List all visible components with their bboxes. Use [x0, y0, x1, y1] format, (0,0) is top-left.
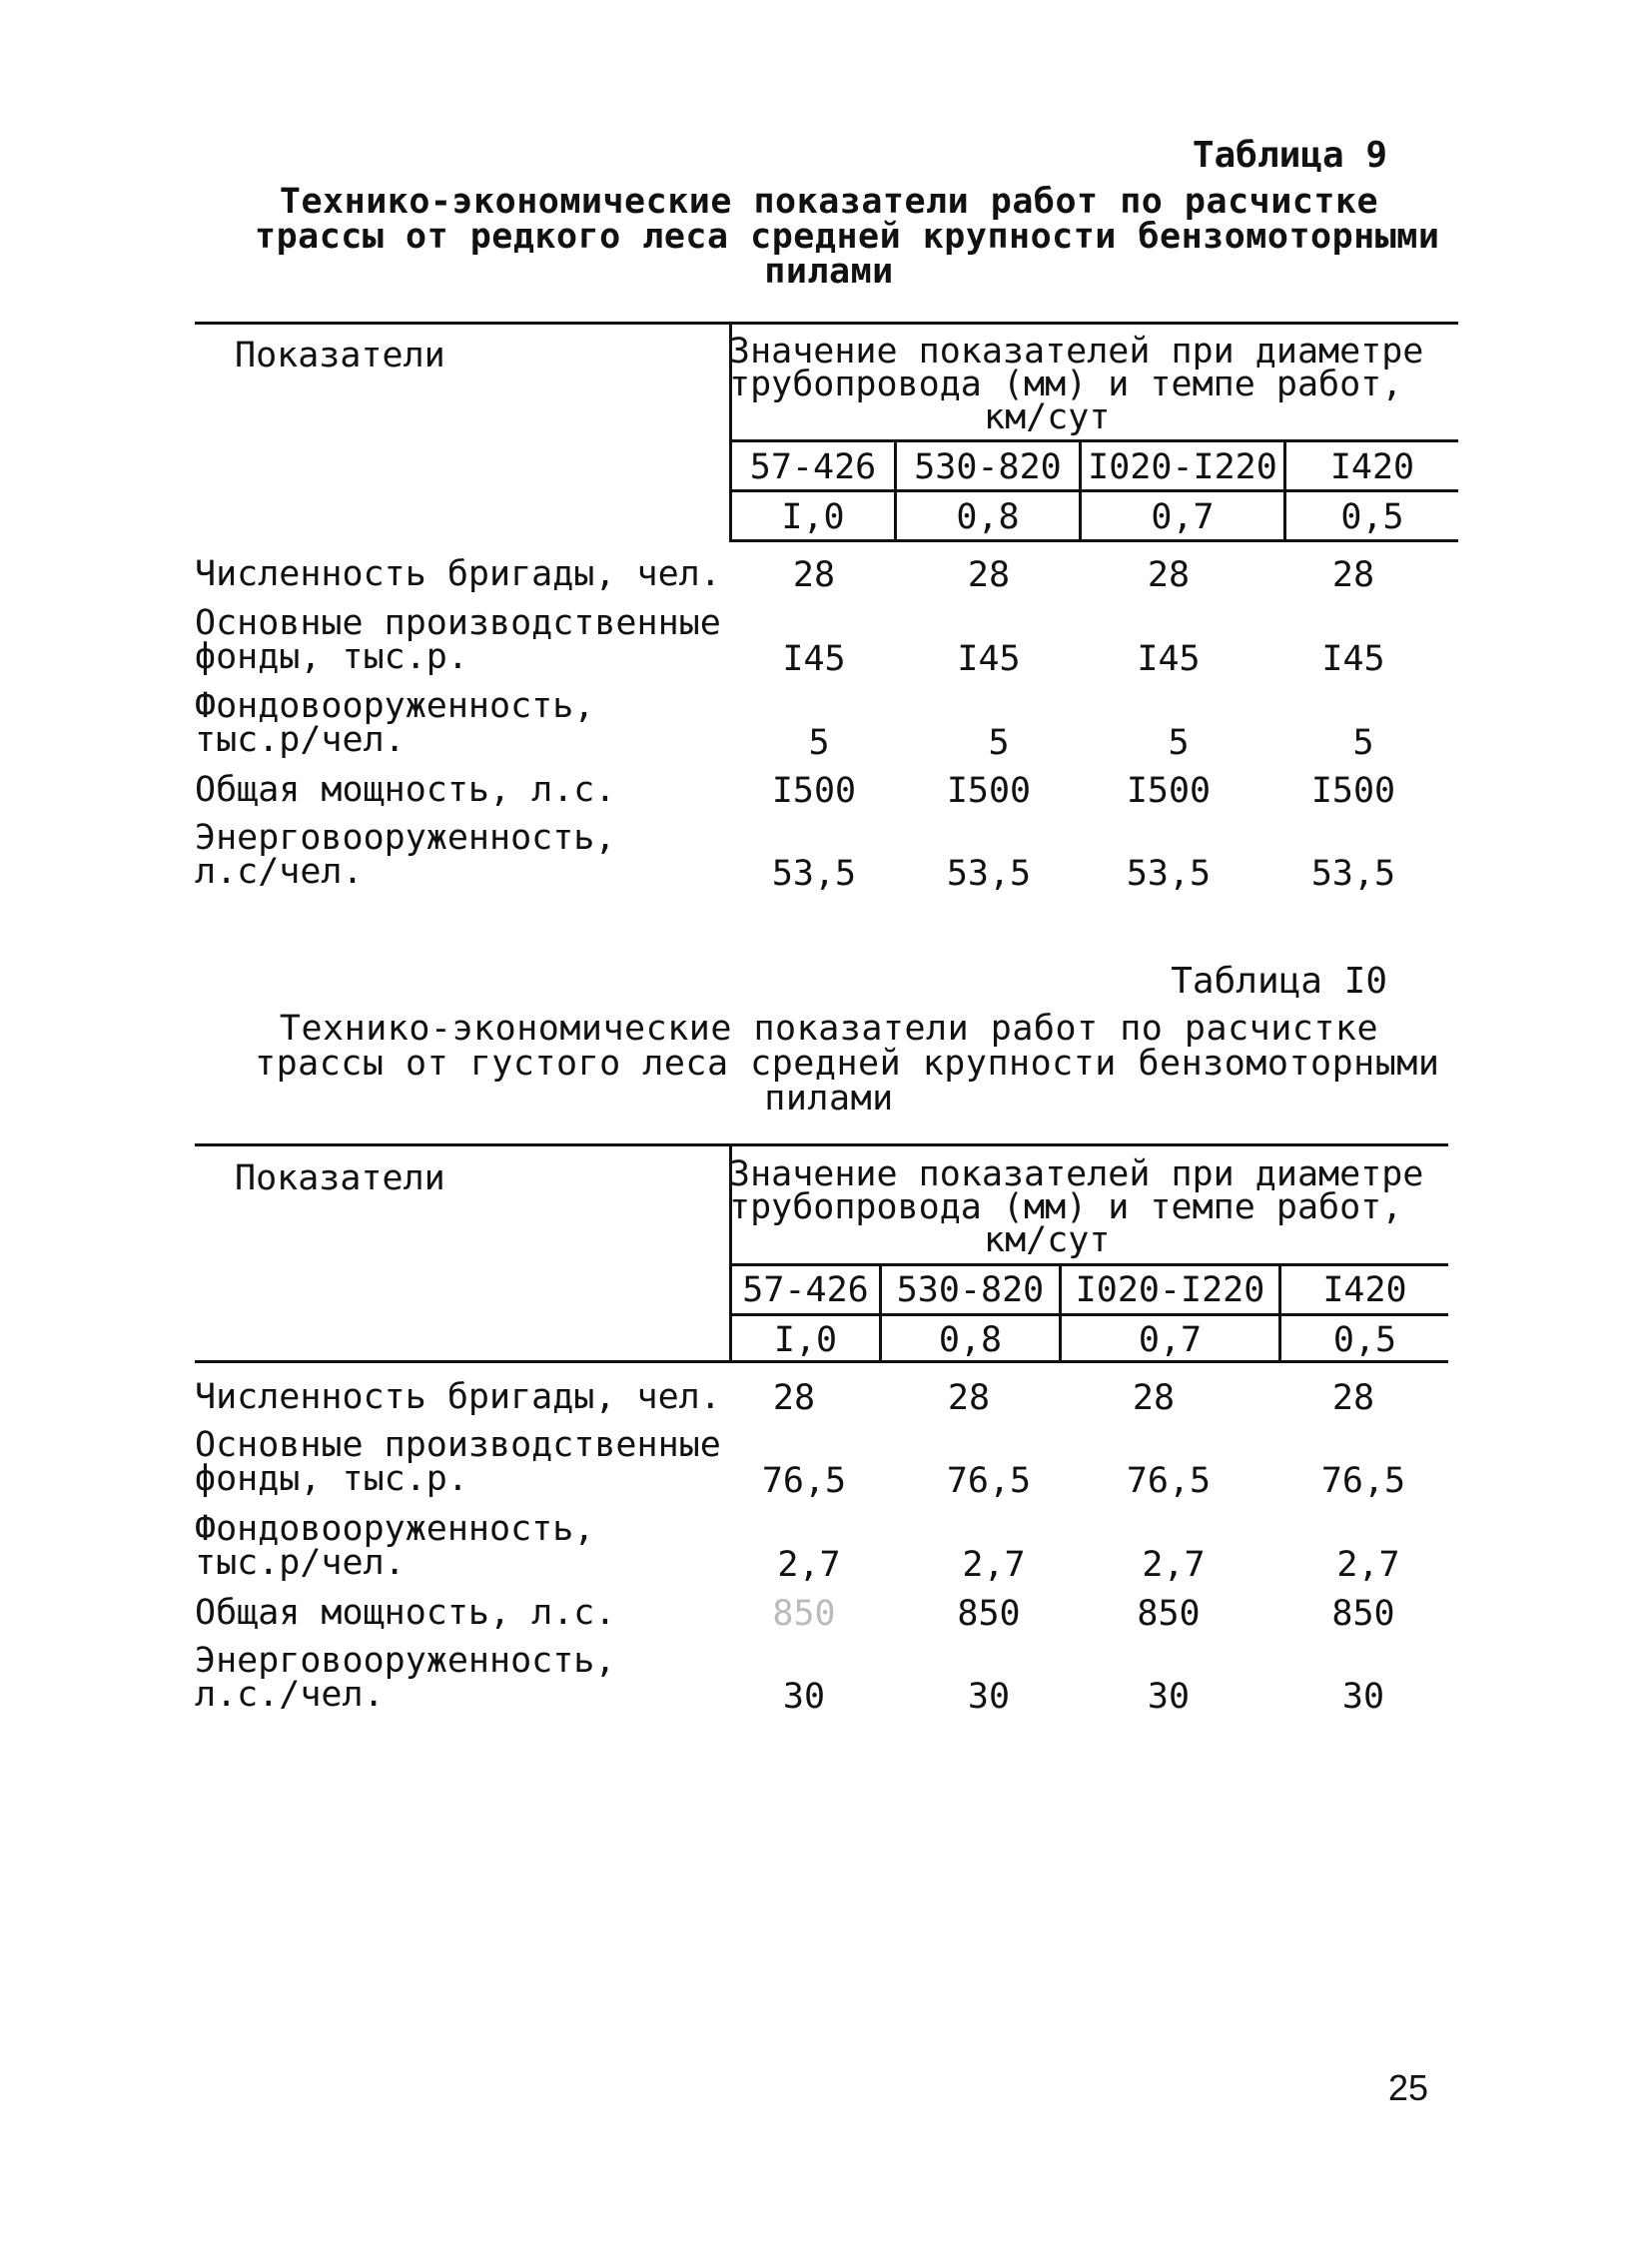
row-value: 53,5: [771, 854, 857, 894]
row-value: I500: [1310, 771, 1396, 811]
row-value: 28: [1147, 555, 1191, 595]
row-value: 28: [1331, 555, 1375, 595]
title-line: трассы от густого леса средней крупности бензомоторными: [255, 1044, 1440, 1084]
row-value: 28: [1331, 1378, 1375, 1418]
row-value: I45: [1137, 639, 1201, 679]
diameter-header: 530-820: [914, 447, 1062, 487]
diameter-top-rule: [729, 439, 1458, 442]
row-label-line: тыс.р/чел.: [195, 720, 406, 760]
rate-header: 0,5: [1340, 497, 1404, 537]
title-line: пилами: [764, 1079, 894, 1119]
row-value: I45: [782, 639, 846, 679]
row-value: 2,7: [1336, 1545, 1400, 1585]
row-value: I500: [771, 771, 857, 811]
table-label: Таблица I0: [1171, 961, 1387, 1002]
row-label-line: Основные производственные: [195, 603, 721, 643]
row-value: 30: [1341, 1677, 1385, 1717]
header-bottom-rule: [729, 539, 1458, 542]
table-title: [255, 1009, 1440, 1119]
header-line: Значение показателей при диаметре: [729, 1154, 1424, 1194]
row-label-line: л.с./чел.: [195, 1675, 385, 1715]
header-indicators: Показатели: [235, 336, 445, 375]
row-label-line: Численность бригады, чел.: [195, 554, 721, 594]
row-label-line: Общая мощность, л.с.: [195, 1593, 616, 1633]
row-value: 28: [947, 1378, 991, 1418]
title-line: Технико-экономические показатели работ по расчистке: [279, 182, 1379, 222]
row-value: 30: [782, 1677, 826, 1717]
row-label: [195, 1641, 616, 1715]
rate-top-rule: [729, 489, 1458, 492]
rate-top-rule: [729, 1313, 1448, 1316]
header-line: км/сут: [984, 397, 1111, 437]
diameter-header: I020-I220: [1088, 447, 1277, 487]
row-label-line: Фондовооруженность,: [195, 686, 595, 726]
row-label-line: Энерговооруженность,: [195, 1641, 616, 1681]
row-label-line: Общая мощность, л.с.: [195, 770, 616, 810]
row-value: 5: [1168, 723, 1190, 763]
rate-header: 0,7: [1151, 497, 1215, 537]
diameter-header: 530-820: [896, 1270, 1045, 1310]
row-value: 76,5: [946, 1461, 1032, 1501]
row-value: 2,7: [777, 1545, 841, 1585]
row-label-line: фонды, тыс.р.: [195, 637, 468, 677]
row-label-line: Фондовооруженность,: [195, 1509, 595, 1549]
row-value: 28: [1132, 1378, 1176, 1418]
diameter-header: 57-426: [749, 447, 877, 487]
row-value: 5: [808, 723, 830, 763]
row-label-line: тыс.р/чел.: [195, 1543, 406, 1583]
row-label-line: Энерговооруженность,: [195, 818, 616, 858]
table-top-rule: [195, 1143, 1448, 1146]
row-label: [195, 1593, 616, 1633]
header-line: трубопровода (мм) и темпе работ,: [729, 365, 1403, 404]
header-line: км/сут: [984, 1220, 1111, 1260]
table-title: [255, 182, 1440, 292]
row-value: 850: [1331, 1594, 1395, 1634]
rate-header: 0,7: [1138, 1320, 1203, 1360]
title-line: пилами: [764, 252, 894, 292]
rate-header: 0,8: [956, 497, 1020, 537]
row-label-line: л.с/чел.: [195, 852, 364, 892]
rate-header: 0,8: [938, 1320, 1003, 1360]
table-top-rule: [195, 322, 1458, 325]
row-label: [195, 554, 721, 594]
row-value: 53,5: [946, 854, 1032, 894]
page-number: 25: [1388, 2067, 1429, 2108]
row-value: 5: [988, 723, 1010, 763]
row-value: 28: [967, 555, 1011, 595]
row-label: [195, 1509, 595, 1583]
row-label: [195, 818, 616, 892]
row-value: 2,7: [962, 1545, 1026, 1585]
row-value: 850: [772, 1594, 836, 1634]
table-label: Таблица 9: [1192, 135, 1387, 176]
row-value: 53,5: [1126, 854, 1212, 894]
header-values: [729, 1154, 1448, 1260]
rate-header: 0,5: [1332, 1320, 1397, 1360]
row-label: [195, 1425, 721, 1499]
header-line: трубопровода (мм) и темпе работ,: [729, 1187, 1403, 1227]
row-label-line: фонды, тыс.р.: [195, 1459, 468, 1499]
row-value: 850: [957, 1594, 1021, 1634]
title-line: трассы от редкого леса средней крупности бензомоторными: [255, 217, 1440, 257]
row-label: [195, 686, 595, 760]
rate-header: I,0: [773, 1320, 838, 1360]
diameter-top-rule: [729, 1263, 1448, 1266]
row-value: 30: [967, 1677, 1011, 1717]
row-value: 76,5: [761, 1461, 847, 1501]
diameter-header: I420: [1329, 447, 1415, 487]
row-value: 28: [792, 555, 836, 595]
row-value: I45: [1321, 639, 1385, 679]
row-value: 28: [772, 1378, 816, 1418]
diameter-header: 57-426: [742, 1270, 869, 1310]
row-value: 850: [1137, 1594, 1201, 1634]
row-label: [195, 603, 721, 677]
row-label: [195, 1377, 721, 1417]
row-label-line: Численность бригады, чел.: [195, 1377, 721, 1417]
row-value: I45: [957, 639, 1021, 679]
row-value: 5: [1352, 723, 1374, 763]
row-value: 30: [1147, 1677, 1191, 1717]
rate-header: I,0: [781, 497, 845, 537]
diameter-header: I420: [1322, 1270, 1407, 1310]
row-value: 76,5: [1320, 1461, 1406, 1501]
title-line: Технико-экономические показатели работ по расчистке: [279, 1009, 1379, 1049]
header-bottom-rule: [195, 1360, 1448, 1363]
row-label: [195, 770, 616, 810]
row-value: 53,5: [1310, 854, 1396, 894]
row-value: I500: [946, 771, 1032, 811]
header-indicators: Показатели: [235, 1158, 445, 1198]
diameter-header: I020-I220: [1075, 1270, 1265, 1310]
header-line: Значение показателей при диаметре: [729, 332, 1424, 372]
row-label-line: Основные производственные: [195, 1425, 721, 1465]
row-value: I500: [1126, 771, 1212, 811]
row-value: 76,5: [1126, 1461, 1212, 1501]
row-value: 2,7: [1142, 1545, 1206, 1585]
header-values: [729, 332, 1448, 437]
